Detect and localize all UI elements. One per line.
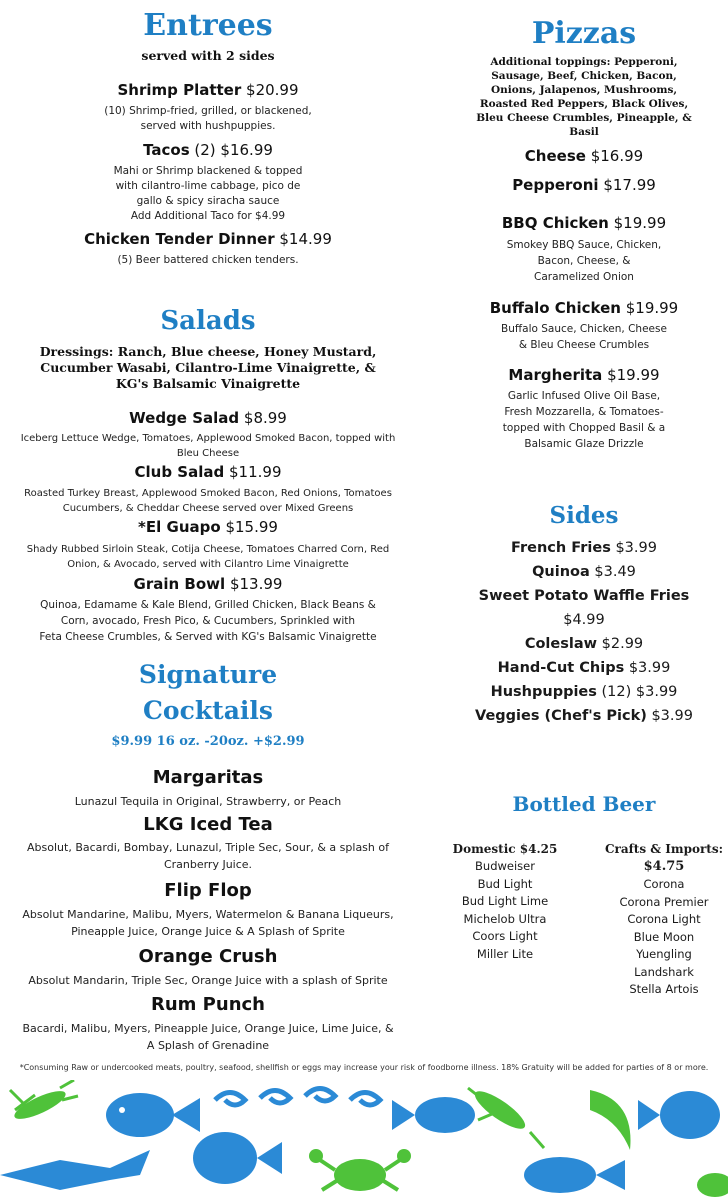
menu-item: Grain Bowl $13.99 [133, 575, 283, 593]
beer-domestic-heading: Domestic $4.25 [452, 842, 558, 856]
cocktail-description: Absolut Mandarin, Triple Sec, Orange Juice with a splash of Sprite [28, 974, 388, 987]
sealife-pattern [0, 1080, 728, 1200]
sides-title: Sides [549, 502, 619, 529]
beer-item: Michelob Ultra [463, 911, 547, 926]
side-item: Veggies (Chef's Pick) $3.99 [475, 708, 693, 724]
lobster-icon [468, 1085, 544, 1148]
side-item: Quinoa $3.49 [532, 564, 636, 580]
side-item: Sweet Potato Waffle Fries [478, 588, 690, 604]
cocktail-name: Rum Punch [150, 994, 265, 1015]
cocktail-description: Bacardi, Malibu, Myers, Pineapple Juice, Orange Juice, Lime Juice, & A Splash of Grenadine [22, 1022, 394, 1052]
menu-item: Chicken Tender Dinner $14.99 [84, 230, 332, 248]
cocktails-price: $9.99 16 oz. -20oz. +$2.99 [111, 734, 305, 749]
cocktail-name: LKG Iced Tea [143, 814, 273, 835]
fish-icon [392, 1097, 475, 1133]
crab-icon [309, 1149, 411, 1191]
shrimp-icon [590, 1090, 631, 1150]
beer-item: Corona Premier [619, 894, 709, 909]
cocktail-name: Margaritas [152, 767, 264, 788]
fish-icon [106, 1093, 200, 1137]
beer-item: Yuengling [636, 947, 692, 961]
beer-item: Corona Light [627, 912, 701, 926]
side-item: Coleslaw $2.99 [524, 636, 644, 652]
pizza-toppings: Additional toppings: Pepperoni, Sausage, Beef, Chicken, Bacon, Onions, Jalapenos, Mushrooms, Roasted Red Peppers, Black Olives, Bleu Cheese Crumbles, Pineapple, & Basil [476, 56, 692, 138]
item-description: Smokey BBQ Sauce, Chicken, Bacon, Cheese, & Caramelized Onion [506, 239, 662, 283]
beer-crafts [596, 842, 728, 999]
crab-icon [697, 1173, 728, 1197]
side-item: Hushpuppies (12) $3.99 [490, 684, 678, 700]
menu-item: Club Salad $11.99 [134, 463, 282, 481]
lobster-icon [10, 1080, 78, 1124]
item-description: Shady Rubbed Sirloin Steak, Cotija Cheese, Tomatoes Charred Corn, Red Onion, & Avocado, served with Cilantro Lime Vinaigrette [26, 544, 390, 570]
cocktail-description: Absolut, Bacardi, Bombay, Lunazul, Triple Sec, Sour, & a splash of Cranberry Juice. [27, 841, 389, 871]
beer-item: Corona [643, 877, 685, 891]
item-description: Buffalo Sauce, Chicken, Cheese & Bleu Cheese Crumbles [501, 323, 667, 351]
flounder-icon [638, 1091, 720, 1139]
menu-item: Pepperoni $17.99 [512, 176, 656, 194]
cocktail-name: Flip Flop [164, 880, 252, 901]
side-item: Hand-Cut Chips $3.99 [497, 660, 671, 676]
beer-item: Blue Moon [633, 929, 695, 944]
flounder-icon [193, 1132, 282, 1184]
beer-item: Bud Light Lime [461, 894, 549, 908]
item-description: Quinoa, Edamame & Kale Blend, Grilled Chicken, Black Beans & Corn, avocado, Fresh Pico, & Cucumbers, Sprinkled with Feta Cheese Crumbles, & Served with KG's Balsamic Vinaigrette [39, 599, 377, 643]
menu-item: Cheese $16.99 [524, 147, 644, 165]
beer-domestic [440, 842, 570, 963]
cocktail-description: Lunazul Tequila in Original, Strawberry, or Peach [74, 795, 342, 808]
menu-item: Buffalo Chicken $19.99 [489, 299, 679, 317]
menu-item: Wedge Salad $8.99 [129, 409, 287, 427]
item-description: Garlic Infused Olive Oil Base, Fresh Mozzarella, & Tomatoes- topped with Chopped Basil & a Balsamic Glaze Drizzle [502, 390, 666, 450]
cocktail-name: Orange Crush [138, 946, 278, 967]
salads-title: Salads [160, 306, 256, 336]
item-description: (5) Beer battered chicken tenders. [117, 254, 299, 266]
item-description: (10) Shrimp-fried, grilled, or blackened, served with hushpuppies. [104, 105, 312, 132]
salad-dressings: Dressings: Ranch, Blue cheese, Honey Mustard, Cucumber Wasabi, Cilantro-Lime Vinaigrette, & KG's Balsamic Vinaigrette [39, 344, 377, 391]
entrees-title: Entrees [143, 8, 273, 43]
menu-item: BBQ Chicken $19.99 [501, 214, 667, 232]
cocktails-title: Signature Cocktails [138, 660, 278, 725]
footnote: *Consuming Raw or undercooked meats, poultry, seafood, shellfish or eggs may increase your risk of foodborne illness. 18% Gratuity will be added for parties of 8 or more. [19, 1063, 709, 1072]
wave-swirl-icon [215, 1089, 380, 1106]
beer-item: Miller Lite [476, 946, 534, 961]
beer-item: Landshark [634, 964, 694, 979]
swordfish-icon [0, 1150, 150, 1190]
beer-item: Coors Light [472, 929, 538, 943]
menu-item: *El Guapo $15.99 [138, 518, 278, 536]
menu-item: Tacos (2) $16.99 [143, 141, 273, 159]
entrees-subtitle: served with 2 sides [141, 48, 275, 63]
beer-item: Stella Artois [629, 982, 699, 996]
menu-item: Margherita $19.99 [508, 366, 660, 384]
beer-crafts-price: $4.75 [643, 859, 685, 874]
side-item-price: $4.99 [563, 612, 605, 628]
cocktail-description: Absolut Mandarine, Malibu, Myers, Watermelon & Banana Liqueurs, Pineapple Juice, Orange Juice & A Splash of Sprite [22, 908, 394, 938]
item-description: Mahi or Shrimp blackened & topped with cilantro-lime cabbage, pico de gallo & spicy siracha sauce Add Additional Taco for $4.99 [113, 165, 303, 222]
item-description: Roasted Turkey Breast, Applewood Smoked Bacon, Red Onions, Tomatoes Cucumbers, & Cheddar Cheese served over Mixed Greens [24, 488, 392, 514]
beer-item: Budweiser [475, 859, 535, 873]
beer-title: Bottled Beer [512, 792, 656, 816]
pizzas-title: Pizzas [531, 16, 637, 51]
item-description: Iceberg Lettuce Wedge, Tomatoes, Applewood Smoked Bacon, topped with Bleu Cheese [20, 433, 396, 459]
menu-item: Shrimp Platter $20.99 [117, 81, 299, 99]
side-item: French Fries $3.99 [511, 540, 657, 556]
sides-list [440, 536, 728, 728]
beer-item: Bud Light [477, 876, 533, 891]
beer-crafts-heading: Crafts & Imports: [604, 842, 724, 856]
fish-icon [524, 1157, 625, 1193]
